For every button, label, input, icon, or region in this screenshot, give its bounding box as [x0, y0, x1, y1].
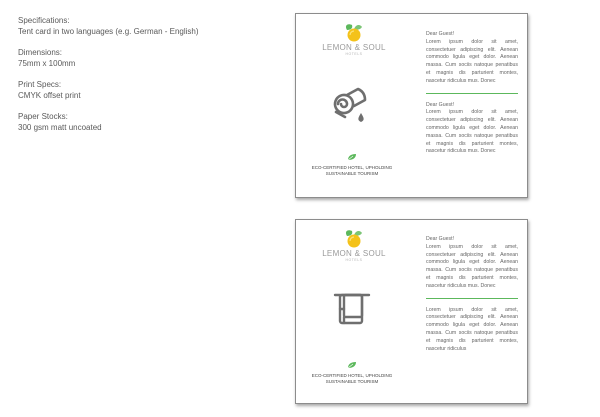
hotel-logo: [314, 22, 394, 56]
tent-card-towel-reuse: [295, 13, 528, 198]
eco-line-2: SUSTAINABLE TOURISM: [325, 171, 379, 176]
spec-title: Specifications:: [18, 16, 70, 25]
language-divider: [426, 93, 518, 94]
eco-line-2: SUSTAINABLE TOURISM: [325, 379, 379, 384]
lemon-icon: [341, 22, 367, 42]
eco-line-1: ECO-CERTIFIED HOTEL, UPHOLDING: [311, 373, 393, 378]
hotel-logo: [314, 228, 394, 262]
spec-value: Tent card in two languages (e.g. German - English): [18, 27, 199, 36]
language-divider: [426, 298, 518, 299]
hotel-logo-subtitle: HOTELS: [345, 258, 363, 262]
hanging-towel-icon: [331, 289, 373, 331]
message-column: [426, 236, 518, 353]
eco-line-1: ECO-CERTIFIED HOTEL, UPHOLDING: [311, 165, 393, 170]
message-german: Lorem ipsum dolor sit amet, consectetuer adipiscing elit. Aenean commodo ligula eget dolor. Aenean massa. Cum sociis natoque penatibus et magnis dis parturient montes, nascetur ridiculus mus. Donec: [426, 243, 518, 289]
hotel-logo-name: LEMON & SOUL: [322, 43, 386, 52]
leaf-icon: [347, 153, 357, 161]
hotel-logo-subtitle: HOTELS: [345, 52, 363, 56]
hotel-logo-name: LEMON & SOUL: [322, 249, 386, 258]
spec-value: 300 gsm matt uncoated: [18, 123, 102, 132]
greeting-german: Dear Guest!: [426, 236, 454, 242]
message-german: Lorem ipsum dolor sit amet, consectetuer adipiscing elit. Aenean commodo ligula eget dolor. Aenean massa. Cum sociis natoque penatibus et magnis dis parturient montes, nascetur ridiculus mus. Donec: [426, 38, 518, 84]
spec-value: 75mm x 100mm: [18, 59, 76, 68]
spec-item: [18, 111, 268, 133]
rolled-towel-water-drop-icon: [331, 86, 373, 128]
specifications-block: [18, 15, 268, 143]
spec-item: [18, 47, 268, 69]
message-column: [426, 31, 518, 156]
spec-value: CMYK offset print: [18, 91, 81, 100]
spec-item: [18, 79, 268, 101]
spec-title: Print Specs:: [18, 80, 62, 89]
tent-card-towel-hanging: [295, 219, 528, 404]
spec-item: [18, 15, 268, 37]
lemon-icon: [341, 228, 367, 248]
spec-title: Dimensions:: [18, 48, 63, 57]
leaf-icon: [347, 361, 357, 369]
message-english: Lorem ipsum dolor sit amet, consectetuer adipiscing elit. Aenean commodo ligula eget dolor. Aenean massa. Cum sociis natoque penatibus et magnis dis parturient montes, nascetur ridiculus mus. Donec: [426, 109, 518, 155]
greeting-german: Dear Guest!: [426, 31, 454, 37]
message-english: Lorem ipsum dolor sit amet, consectetuer adipiscing elit. Aenean commodo ligula eget dolor. Aenean massa. Cum sociis natoque penatibus et magnis dis parturient montes, nascetur ridiculus: [426, 306, 518, 352]
eco-certified-label: [298, 165, 406, 177]
greeting-english: Dear Guest!: [426, 101, 454, 108]
spec-title: Paper Stocks:: [18, 112, 68, 121]
eco-certified-label: [298, 373, 406, 385]
